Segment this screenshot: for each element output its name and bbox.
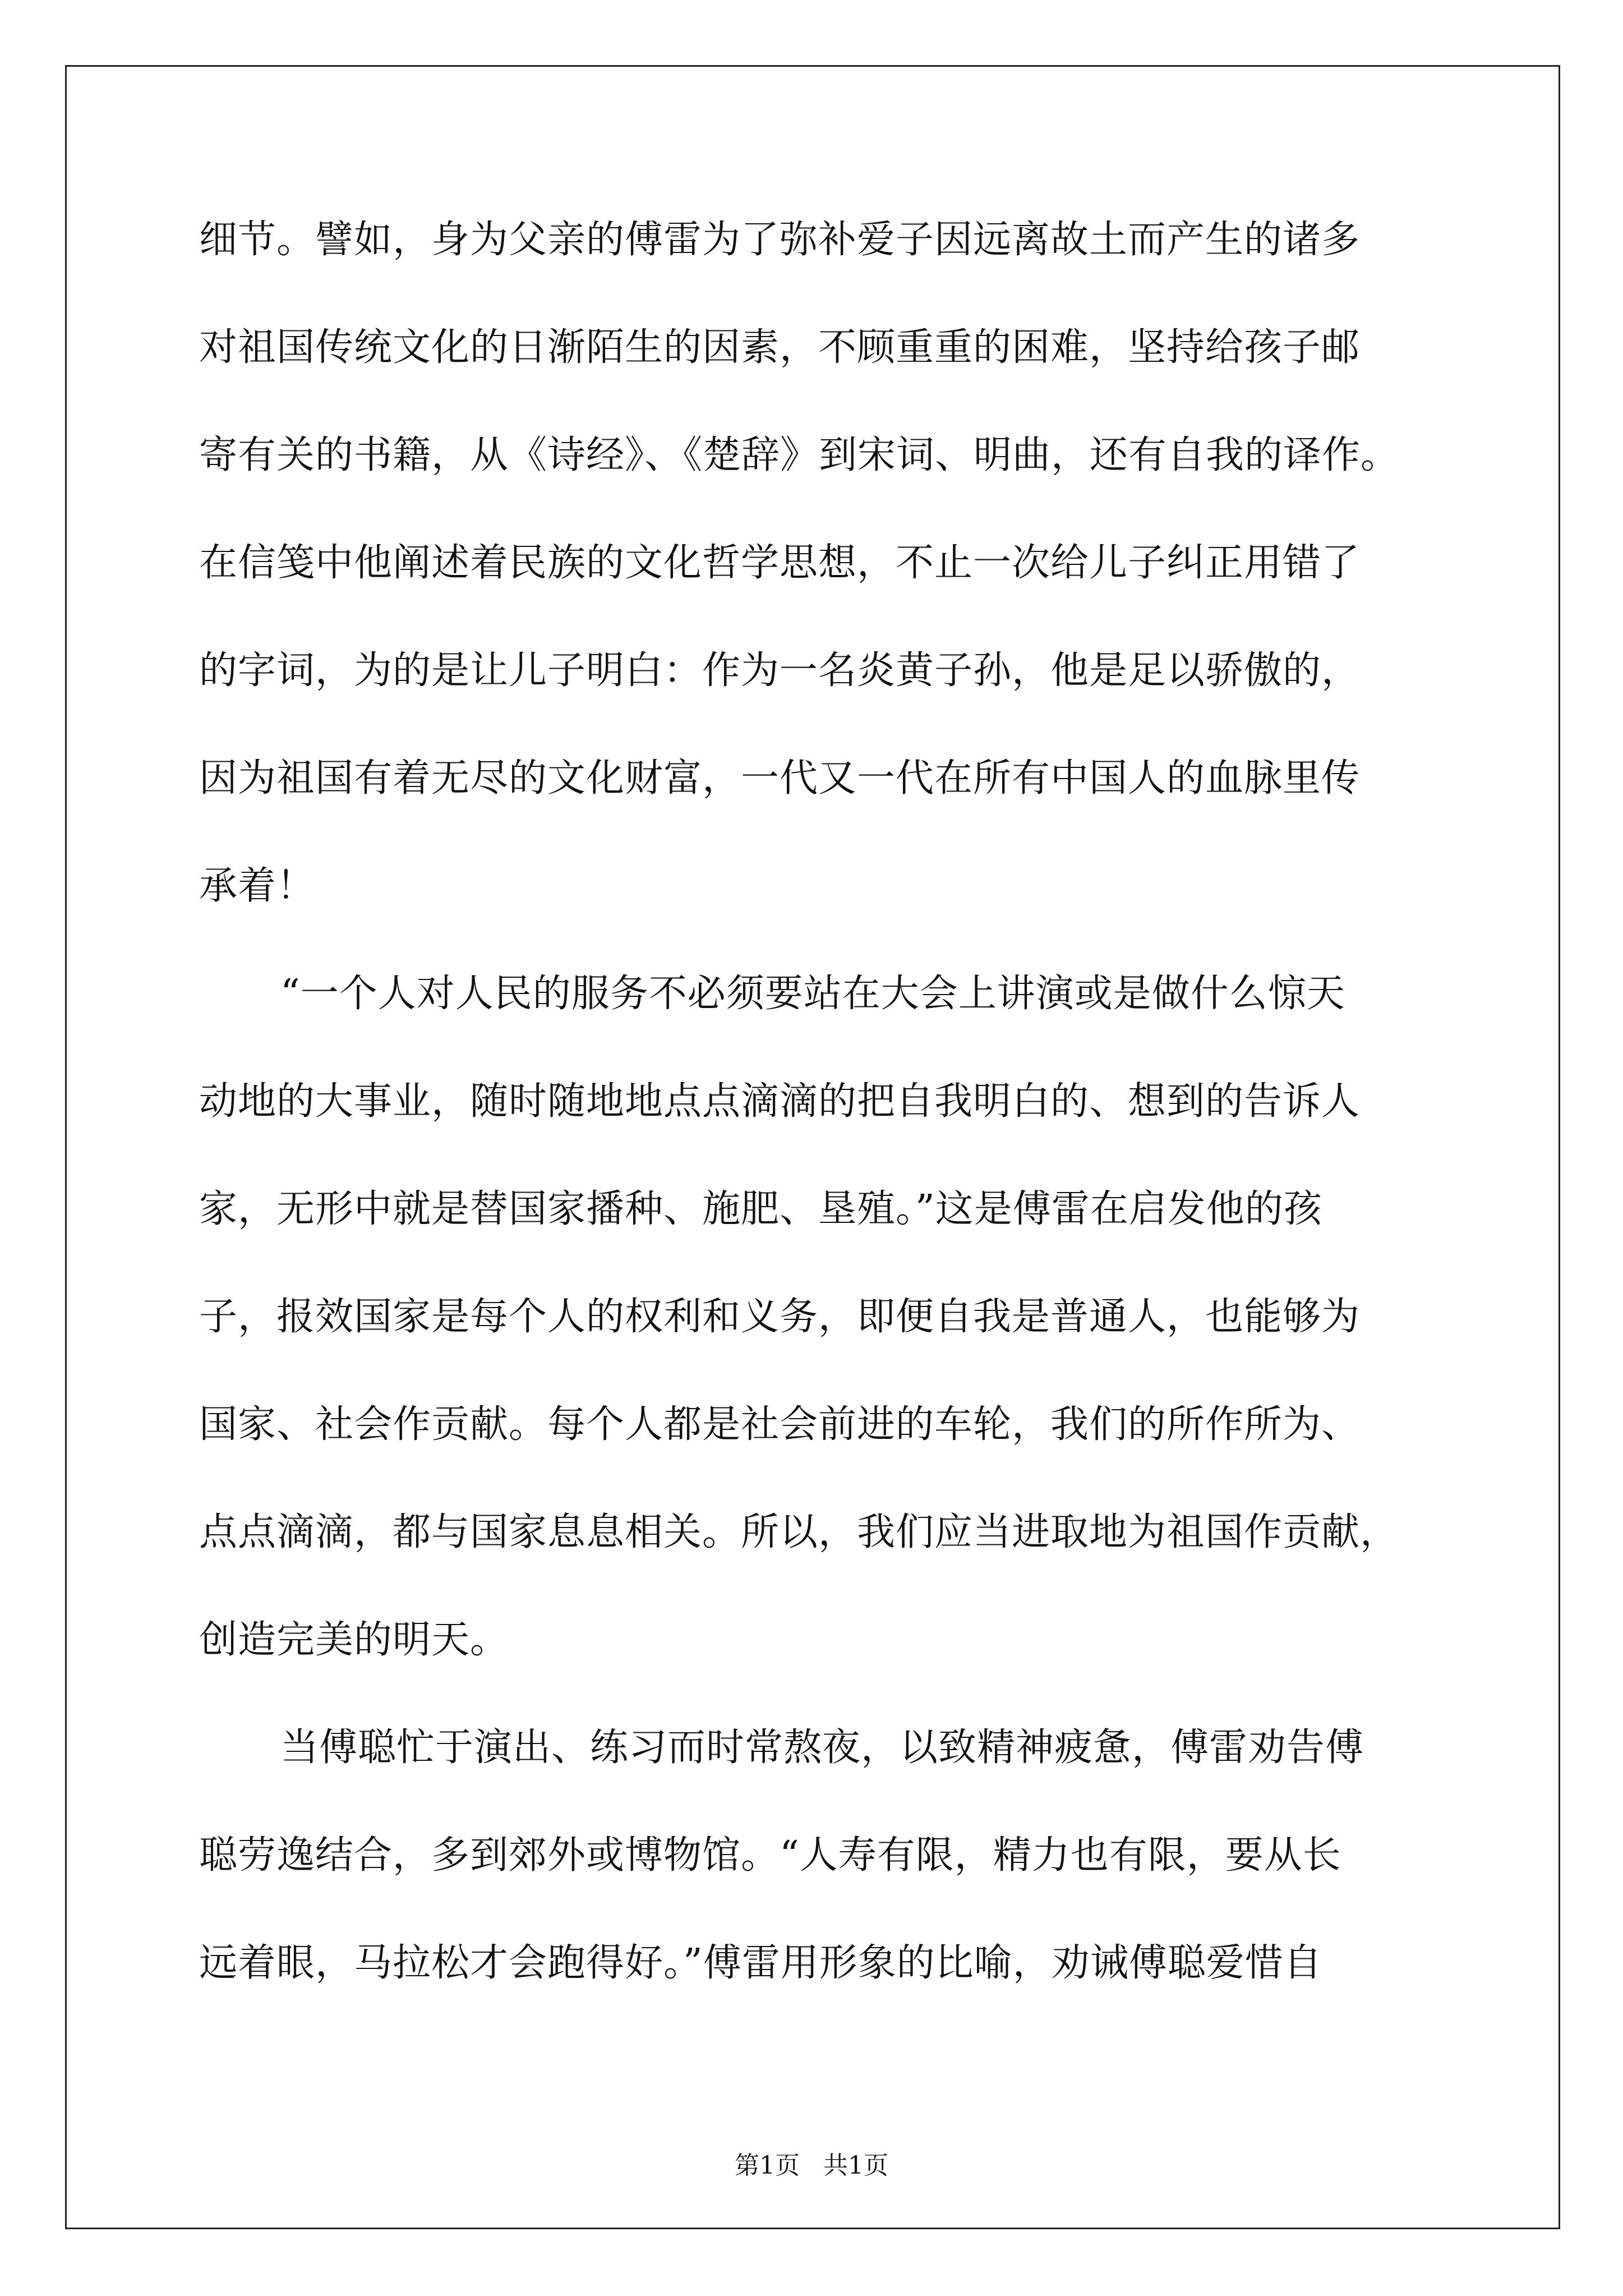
text-line: 国家、社会作贡献。每个人都是社会前进的车轮，我们的所作所为、 [199,1402,1361,1447]
page-border [65,65,1560,2229]
text-line: 因为祖国有着无尽的文化财富，一代又一代在所有中国人的血脉里传 [199,756,1361,800]
text-line: 远着眼，马拉松才会跑得好。”傅雷用形象的比喻，劝诫傅聪爱惜自 [199,1941,1322,1985]
text-line: 寄有关的书籍，从《诗经》、《楚辞》到宋词、明曲，还有自我的译作。 [199,433,1400,477]
text-line: 聪劳逸结合，多到郊外或博物馆。“人寿有限，精力也有限，要从长 [199,1833,1341,1878]
page-footer: 第1页 共1页 [735,2151,888,2180]
text-line: 细节。譬如，身为父亲的傅雷为了弥补爱子因远离故土而产生的诸多 [199,218,1361,262]
text-line: 的字词，为的是让儿子明白：作为一名炎黄子孙，他是足以骄傲的， [199,648,1361,693]
text-line: 创造完美的明天。 [199,1618,509,1662]
text-line: 承着！ [199,864,316,908]
text-line: 对祖国传统文化的日渐陌生的因素，不顾重重的困难，坚持给孩子邮 [199,325,1361,370]
paragraph-first-line: “一个人对人民的服务不必须要站在大会上讲演或是做什么惊天 [280,972,1345,1016]
text-line: 点点滴滴，都与国家息息相关。所以，我们应当进取地为祖国作贡献， [199,1510,1399,1554]
paragraph-first-line: 当傅聪忙于演出、练习而时常熬夜，以致精神疲惫，傅雷劝告傅 [280,1726,1364,1770]
text-line: 子，报效国家是每个人的权利和义务，即便自我是普通人，也能够为 [199,1295,1361,1339]
text-line: 家，无形中就是替国家播种、施肥、垦殖。”这是傅雷在启发他的孩 [199,1187,1322,1231]
text-line: 在信笺中他阐述着民族的文化哲学思想，不止一次给儿子纠正用错了 [199,541,1361,585]
text-line: 动地的大事业，随时随地地点点滴滴的把自我明白的、想到的告诉人 [199,1079,1361,1124]
